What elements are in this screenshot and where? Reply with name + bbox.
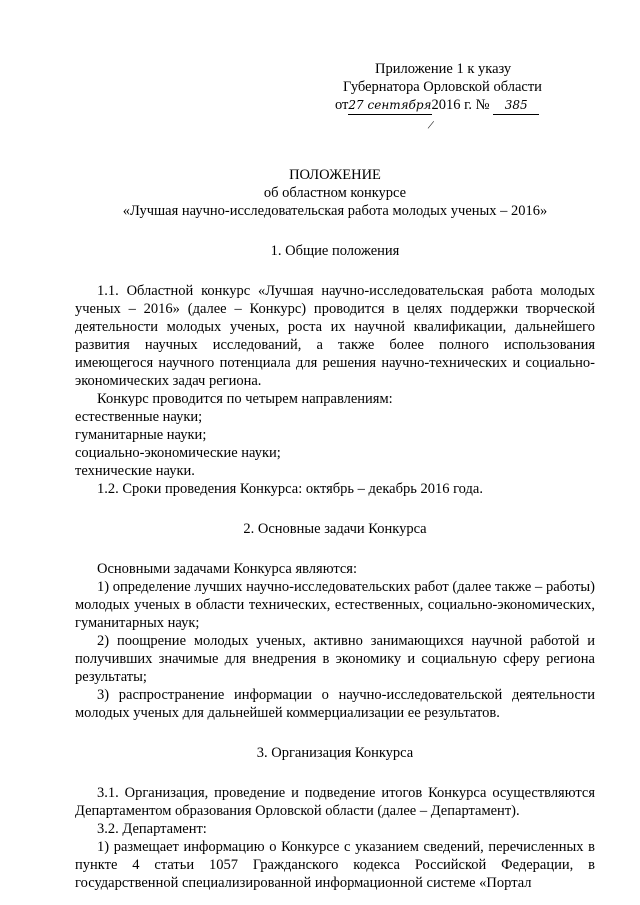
s1-paragraph-1: 1.1. Областной конкурс «Лучшая научно-исследовательская работа молодых ученых – 2016» (далее – Конкурс) проводится в целях поддержки творческой деятельности молодых ученых, роста их научной квалификации, дальнейшего развития научных исследований, а также более полного использования имеющегося научного потенциала для решения научно-технических и социально-экономических задач региона. — [75, 283, 595, 389]
s2-paragraph-1: 1) определение лучших научно-исследовательских работ (далее также – работы) молодых ученых в области технических, естественных, социально-экономических, гуманитарных наук; — [75, 579, 595, 631]
list-item: гуманитарные науки; — [75, 427, 207, 443]
s1-paragraph-2: Конкурс проводится по четырем направлениям: — [97, 391, 393, 407]
appendix-block — [335, 60, 575, 133]
handwritten-date: 27 сентября — [348, 96, 431, 115]
appendix-line-2: Губернатора Орловской области — [343, 79, 542, 95]
s3-paragraph-2: 3.2. Департамент: — [97, 821, 207, 837]
section-1-heading: 1. Общие положения — [270, 243, 400, 259]
s3-paragraph-1: 3.1. Организация, проведение и подведение итогов Конкурса осуществляются Департаментом образования Орловской области (далее – Департамент). — [75, 785, 595, 819]
date-prefix: от — [335, 97, 349, 113]
s2-paragraph-3: 3) распространение информации о научно-исследовательской деятельности молодых ученых для дальнейшей коммерциализации ее результатов. — [75, 687, 595, 721]
document-title — [75, 166, 595, 220]
s2-paragraph-2: 2) поощрение молодых ученых, активно занимающихся научной работой и получивших значимые для внедрения в экономику и социальную сферу региона результаты; — [75, 633, 595, 685]
handwritten-number: 385 — [493, 96, 539, 115]
appendix-date-line — [335, 96, 575, 133]
list-item: социально-экономические науки; — [75, 445, 281, 461]
title-line-3: «Лучшая научно-исследовательская работа молодых ученых – 2016» — [122, 203, 548, 219]
list-item: естественные науки; — [75, 409, 203, 425]
list-item: технические науки. — [75, 463, 195, 479]
pen-mark: / — [426, 116, 436, 133]
title-heading: ПОЛОЖЕНИЕ — [289, 167, 381, 183]
section-2-heading: 2. Основные задачи Конкурса — [243, 521, 427, 537]
s3-paragraph-3: 1) размещает информацию о Конкурсе с указанием сведений, перечисленных в пункте 4 статьи 1057 Гражданского кодекса Российской Федерации, в государственной специализированной информационной системе «Портал — [75, 839, 595, 891]
appendix-line-1: Приложение 1 к указу — [375, 61, 512, 77]
title-line-2: об областном конкурсе — [263, 185, 407, 201]
s2-intro: Основными задачами Конкурса являются: — [97, 561, 358, 577]
s1-paragraph-3: 1.2. Сроки проведения Конкурса: октябрь – декабрь 2016 года. — [97, 481, 483, 497]
year-text: 2016 г. № — [431, 97, 490, 113]
section-3-heading: 3. Организация Конкурса — [256, 745, 414, 761]
document-body — [75, 166, 595, 892]
